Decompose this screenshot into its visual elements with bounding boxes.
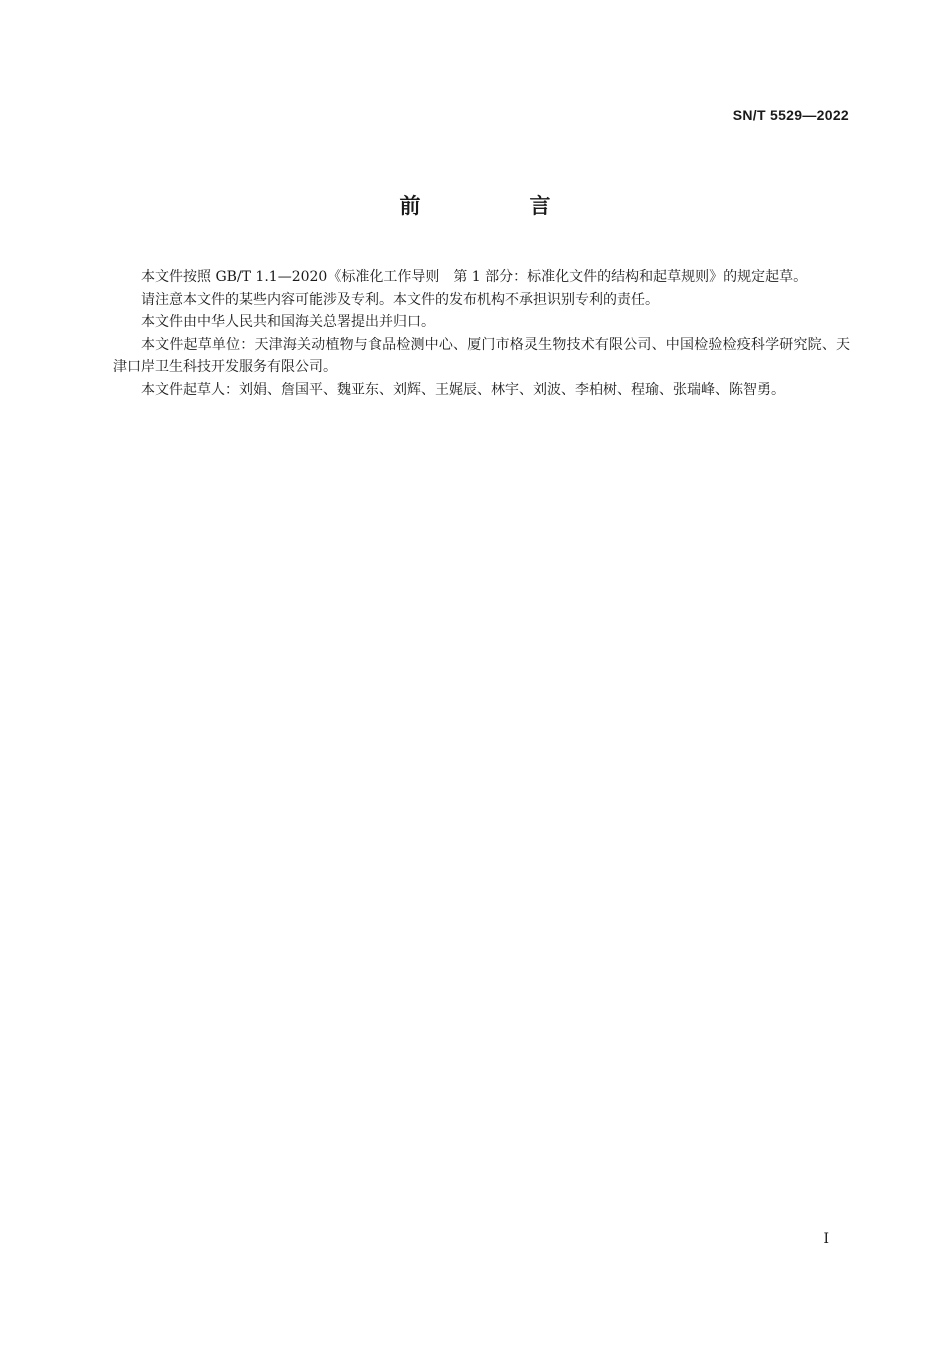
paragraph-drafters: 本文件起草人：刘娟、詹国平、魏亚东、刘辉、王娓辰、林宇、刘波、李柏树、程瑜、张瑞峰、陈智勇。: [141, 381, 785, 398]
paragraph-patent-notice: 请注意本文件的某些内容可能涉及专利。本文件的发布机构不承担识别专利的责任。: [141, 291, 659, 308]
paragraph-drafting-rules: 本文件按照 GB/T 1.1—2020《标准化工作导则 第 1 部分：标准化文件的结构和起草规则》的规定起草。: [141, 269, 808, 285]
standard-code: SN/T 5529—2022: [732, 107, 849, 123]
preface-body: [113, 266, 850, 401]
paragraph-proposer: 本文件由中华人民共和国海关总署提出并归口。: [141, 314, 435, 330]
paragraph-drafting-units: 本文件起草单位：天津海关动植物与食品检测中心、厦门市格灵生物技术有限公司、中国检验检疫科学研究院、天津口岸卫生科技开发服务有限公司。: [113, 336, 850, 375]
page-number: Ⅰ: [823, 1231, 829, 1247]
page-title: 前 言: [399, 194, 595, 218]
